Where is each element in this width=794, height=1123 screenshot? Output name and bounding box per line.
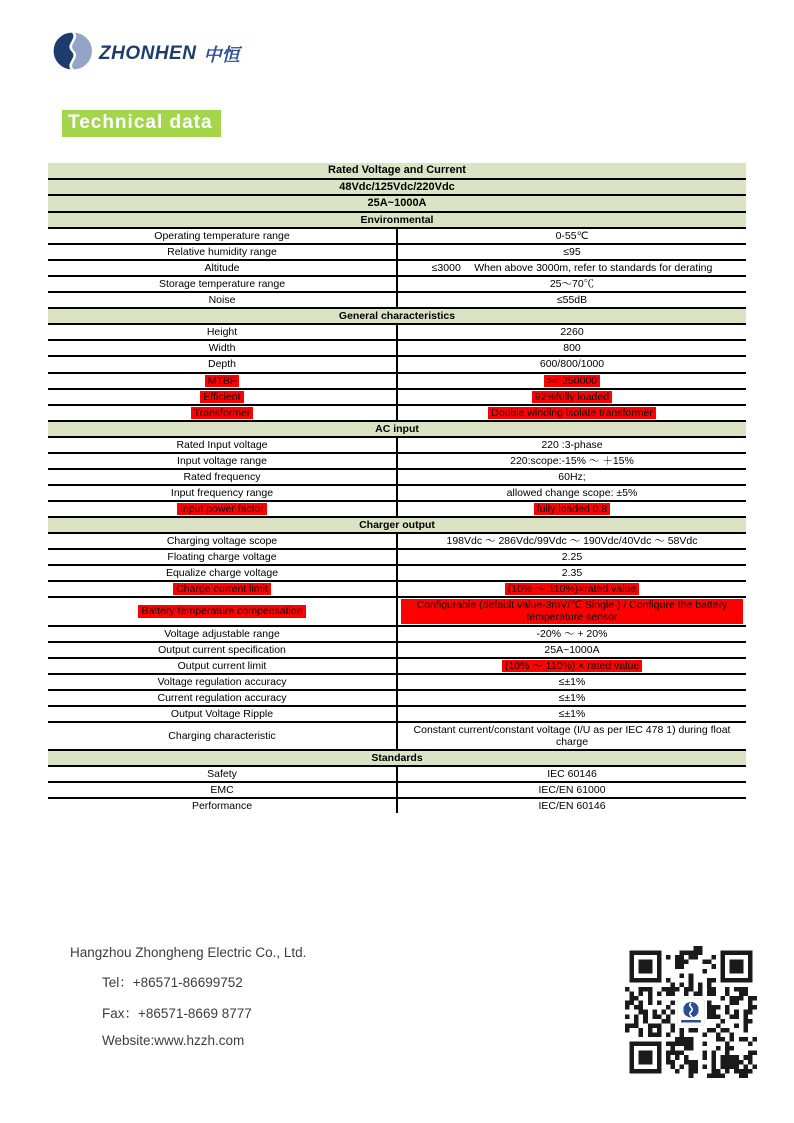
- row-value-cell: 800: [397, 340, 746, 356]
- table-row: [48, 244, 746, 260]
- row-value-cell: 198Vdc ～ 286Vdc/99Vdc ～ 190Vdc/40Vdc ～ 58Vdc: [397, 533, 746, 549]
- table-row: [48, 798, 746, 813]
- section-header-cell: Charger output: [48, 517, 746, 533]
- table-row: [48, 228, 746, 244]
- table-row: [48, 324, 746, 340]
- row-label-cell: Charging voltage scope: [48, 533, 397, 549]
- row-value-cell: 0-55℃: [397, 228, 746, 244]
- table-row: [48, 356, 746, 372]
- row-value-cell: IEC/EN 60146: [538, 800, 606, 813]
- table-row: [48, 437, 746, 453]
- table-row: [48, 690, 746, 706]
- row-value-cell: ≤3000 When above 3000m, refer to standards for derating: [397, 260, 746, 276]
- row-label-cell: Relative humidity range: [48, 244, 397, 260]
- table-row: [48, 722, 746, 750]
- row-label-cell: Storage temperature range: [48, 276, 397, 292]
- company-name: Hangzhou Zhongheng Electric Co., Ltd.: [70, 945, 307, 960]
- section-header-row: [48, 421, 746, 437]
- row-label-cell: Performance: [48, 798, 397, 813]
- logo-wordmark: ZHONHEN: [99, 42, 197, 64]
- row-value-cell: -20% ～ + 20%: [397, 626, 746, 642]
- section-header-cell: Standards: [48, 750, 746, 766]
- logo-globe-icon: [52, 30, 92, 77]
- table-row: [48, 405, 746, 421]
- table-row: [48, 766, 746, 782]
- banner-cell: 48Vdc/125Vdc/220Vdc: [48, 179, 746, 196]
- row-value-cell: 60Hz;: [397, 469, 746, 485]
- highlighted-label: Transformer: [191, 407, 254, 419]
- table-row: [48, 706, 746, 722]
- table-row: [48, 782, 746, 798]
- row-label-cell: Height: [48, 324, 397, 340]
- row-label-cell: Output current specification: [48, 642, 397, 658]
- banner-cell: 25A~1000A: [48, 195, 746, 212]
- highlighted-value: fully loaded 0.8: [534, 503, 611, 515]
- row-label-cell: Charging characteristic: [48, 722, 397, 750]
- logo-chinese-name: 中恒: [203, 44, 240, 65]
- highlighted-label: MTBF: [205, 375, 240, 387]
- website-line: Website:www.hzzh.com: [102, 1033, 245, 1048]
- row-label-cell: Input frequency range: [48, 485, 397, 501]
- row-value-cell: 600/800/1000: [397, 356, 746, 372]
- row-label-cell: Rated Input voltage: [48, 437, 397, 453]
- section-header-row: [48, 517, 746, 533]
- row-label-cell: [48, 373, 397, 389]
- table-row: [48, 260, 746, 276]
- highlighted-label: Charge current limit: [173, 583, 271, 595]
- highlighted-label: Efficient: [200, 391, 243, 403]
- table-row: [48, 658, 746, 674]
- row-label-cell: Output current limit: [48, 658, 397, 674]
- section-header-row: [48, 750, 746, 766]
- section-header-row: [48, 212, 746, 228]
- table-row: [48, 389, 746, 405]
- row-label-cell: [48, 405, 397, 421]
- highlighted-value: Double winding isolate transformer: [488, 407, 656, 419]
- highlighted-value: (10% ～ 110%)×rated value: [505, 583, 640, 595]
- table-row: [48, 340, 746, 356]
- footer-contact-block: [70, 945, 306, 1059]
- table-row: [48, 276, 746, 292]
- row-label-cell: [48, 501, 397, 517]
- banner-row-1: [48, 179, 746, 196]
- table-row: [48, 533, 746, 549]
- banner-cell: Rated Voltage and Current: [48, 163, 746, 179]
- table-row: [48, 565, 746, 581]
- table-row: [48, 642, 746, 658]
- table-row: [48, 485, 746, 501]
- row-value-cell: [397, 597, 746, 625]
- row-value-cell: ≤95: [397, 244, 746, 260]
- row-label-cell: Width: [48, 340, 397, 356]
- table-row: [48, 373, 746, 389]
- highlighted-value: 92%fully loaded: [532, 391, 612, 403]
- row-value-cell: 25～70℃: [397, 276, 746, 292]
- table-row: [48, 549, 746, 565]
- table-row: [48, 597, 746, 625]
- row-value-cell: ≤±1%: [397, 690, 746, 706]
- company-logo: [52, 30, 239, 77]
- row-value-cell: Constant current/constant voltage (I/U as per IEC 478 1) during float charge: [397, 722, 746, 750]
- tel-line: Tel：+86571-86699752: [102, 975, 243, 990]
- row-value-cell: [397, 405, 746, 421]
- row-value-cell: 2.25: [397, 549, 746, 565]
- row-value-cell: IEC 60146: [397, 766, 746, 782]
- row-value-cell: [397, 581, 746, 597]
- section-header-cell: General characteristics: [48, 308, 746, 324]
- highlighted-value: Configurable (default value-3mV/℃ Single ) / Configure the battery temperature sensor: [401, 599, 743, 623]
- row-label-cell: Equalize charge voltage: [48, 565, 397, 581]
- qr-code: [625, 946, 757, 1078]
- row-value-cell: allowed change scope: ±5%: [397, 485, 746, 501]
- table-row: [48, 292, 746, 308]
- row-value-cell: 2260: [397, 324, 746, 340]
- row-label-cell: [48, 389, 397, 405]
- spec-table: [48, 163, 746, 813]
- row-label-cell: Current regulation accuracy: [48, 690, 397, 706]
- row-value-cell: [397, 373, 746, 389]
- highlighted-value: >= 250000: [544, 375, 600, 387]
- row-label-cell: Altitude: [48, 260, 397, 276]
- row-label-cell: [48, 597, 397, 625]
- row-label-cell: [48, 581, 397, 597]
- row-value-cell: IEC/EN 61000: [397, 782, 746, 798]
- banner-row-0: [48, 163, 746, 179]
- row-label-cell: Voltage adjustable range: [48, 626, 397, 642]
- row-value-cell: ≤55dB: [397, 292, 746, 308]
- row-value-cell: [397, 501, 746, 517]
- row-value-cell: [397, 658, 746, 674]
- row-value-cell: 220 :3-phase: [397, 437, 746, 453]
- row-label-cell: Floating charge voltage: [48, 549, 397, 565]
- row-label-cell: Output Voltage Ripple: [48, 706, 397, 722]
- row-label-cell: Input voltage range: [48, 453, 397, 469]
- row-label-cell: Noise: [48, 292, 397, 308]
- table-row: [48, 501, 746, 517]
- section-header-cell: Environmental: [48, 212, 746, 228]
- table-row: [48, 581, 746, 597]
- row-value-cell: [397, 389, 746, 405]
- row-value-cell: 2.35: [397, 565, 746, 581]
- highlighted-label: Input power factor: [177, 503, 267, 515]
- fax-line: Fax：+86571-8669 8777: [102, 1006, 252, 1021]
- banner-row-2: [48, 195, 746, 212]
- row-label-cell: Safety: [48, 766, 397, 782]
- table-row: [48, 453, 746, 469]
- row-label-cell: Depth: [48, 356, 397, 372]
- row-label-cell: Rated frequency: [48, 469, 397, 485]
- table-row: [48, 674, 746, 690]
- highlighted-label: Battery temperature compensation: [138, 605, 305, 617]
- row-label-cell: Voltage regulation accuracy: [48, 674, 397, 690]
- row-value-cell: ≤±1%: [397, 674, 746, 690]
- row-label-cell: EMC: [48, 782, 397, 798]
- row-value-cell: ≤±1%: [397, 706, 746, 722]
- row-label-cell: Operating temperature range: [48, 228, 397, 244]
- page-title: Technical data: [62, 110, 221, 137]
- section-header-row: [48, 308, 746, 324]
- table-row: [48, 469, 746, 485]
- row-value-cell: 25A~1000A: [397, 642, 746, 658]
- table-row: [48, 626, 746, 642]
- highlighted-value: (10% ～ 110%) × rated value: [502, 660, 642, 672]
- row-value-cell: 220:scope:-15% ～ ＋15%: [397, 453, 746, 469]
- section-header-cell: AC input: [48, 421, 746, 437]
